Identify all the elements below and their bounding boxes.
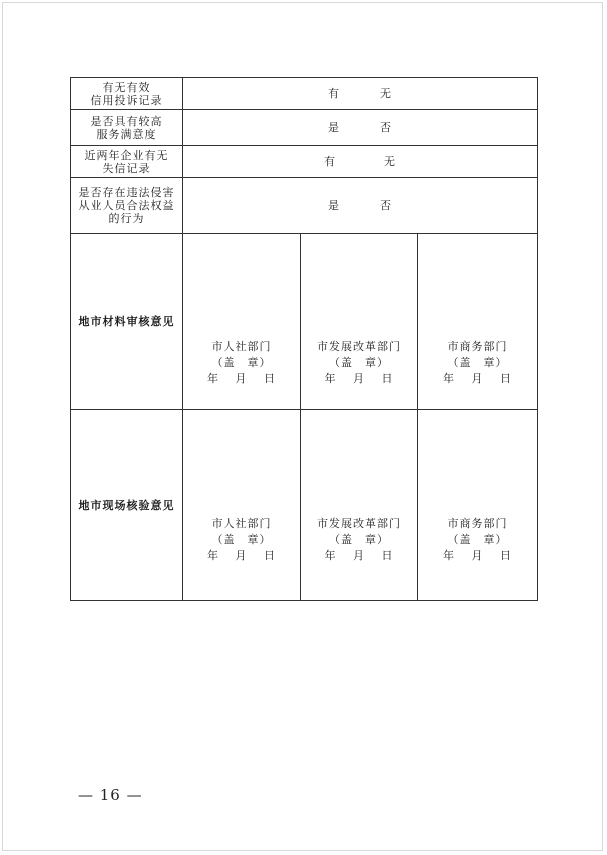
seal-label: （盖 章） xyxy=(329,533,389,546)
seal-label: （盖 章） xyxy=(447,533,508,546)
section-title-cell xyxy=(71,234,183,410)
date-label: 年 月 日 xyxy=(207,549,276,562)
department-cell xyxy=(183,234,301,410)
option-no[interactable]: 无 xyxy=(384,155,396,168)
department-signoff xyxy=(418,516,537,564)
option-no[interactable]: 否 xyxy=(380,199,392,212)
site-verification-row xyxy=(71,410,538,601)
table-row xyxy=(71,178,538,234)
department-cell xyxy=(301,410,418,601)
page-number: — 16 — xyxy=(78,786,143,804)
date-label: 年 月 日 xyxy=(324,372,394,385)
department-signoff xyxy=(418,339,537,387)
section-title: 地市材料审核意见 xyxy=(78,315,175,328)
department-signoff xyxy=(301,516,417,564)
option-cell xyxy=(183,178,538,234)
section-title: 地市现场核验意见 xyxy=(78,498,175,512)
seal-label: （盖 章） xyxy=(211,533,272,546)
department-cell xyxy=(418,234,538,410)
option-yes[interactable]: 是 xyxy=(328,121,340,134)
seal-label: （盖 章） xyxy=(447,356,508,369)
row-label-text: 是否具有较高 服务满意度 xyxy=(90,114,163,141)
row-label xyxy=(71,146,183,178)
option-cell xyxy=(183,110,538,146)
option-yes[interactable]: 有 xyxy=(324,155,336,168)
department-name: 市人社部门 xyxy=(211,517,272,530)
option-yes[interactable]: 是 xyxy=(328,199,340,212)
evaluation-form-table xyxy=(70,77,538,601)
section-title-cell xyxy=(71,410,183,601)
row-label xyxy=(71,78,183,110)
department-name: 市发展改革部门 xyxy=(317,517,401,530)
option-cell xyxy=(183,78,538,110)
department-cell xyxy=(183,410,301,601)
department-name: 市发展改革部门 xyxy=(317,340,401,353)
row-label-text: 有无有效 信用投诉记录 xyxy=(90,80,163,107)
seal-label: （盖 章） xyxy=(211,356,272,369)
department-name: 市商务部门 xyxy=(447,517,508,530)
department-signoff xyxy=(183,339,300,387)
material-review-row xyxy=(71,234,538,410)
row-label-text: 是否存在违法侵害 从业人员合法权益 的行为 xyxy=(78,186,175,225)
department-cell xyxy=(418,410,538,601)
seal-label: （盖 章） xyxy=(329,356,389,369)
date-label: 年 月 日 xyxy=(207,372,276,385)
department-cell xyxy=(301,234,418,410)
date-label: 年 月 日 xyxy=(324,549,394,562)
option-no[interactable]: 无 xyxy=(380,87,392,100)
table-row xyxy=(71,78,538,110)
department-name: 市商务部门 xyxy=(447,340,508,353)
row-label xyxy=(71,110,183,146)
date-label: 年 月 日 xyxy=(443,549,512,562)
table-row xyxy=(71,110,538,146)
department-signoff xyxy=(301,339,417,387)
option-cell xyxy=(183,146,538,178)
option-yes[interactable]: 有 xyxy=(328,87,340,100)
row-label-text: 近两年企业有无 失信记录 xyxy=(84,148,169,175)
department-signoff xyxy=(183,516,300,564)
table-row xyxy=(71,146,538,178)
row-label xyxy=(71,178,183,234)
option-no[interactable]: 否 xyxy=(380,121,392,134)
date-label: 年 月 日 xyxy=(443,372,512,385)
department-name: 市人社部门 xyxy=(211,340,272,353)
